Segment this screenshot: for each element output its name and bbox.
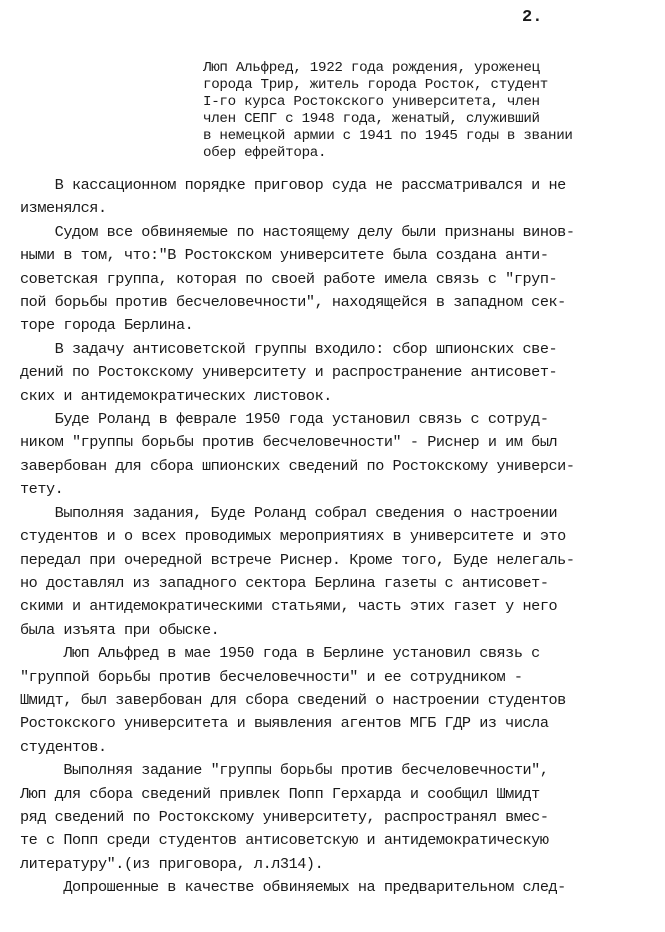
body-line: Люп Альфред в мае 1950 года в Берлине установил связь с: [20, 644, 540, 663]
defendant-info-line: член СЕПГ с 1948 года, женатый, служивший: [203, 111, 540, 127]
body-line: Люп для сбора сведений привлек Попп Герхарда и сообщил Шмидт: [20, 784, 540, 803]
body-line: ными в том, что:"В Ростокском университете была создана анти-: [20, 246, 549, 265]
body-line: Выполняя задания, Буде Роланд собрал сведения о настроении: [20, 503, 558, 522]
body-line: В задачу антисоветской группы входило: сбор шпионских све-: [20, 339, 558, 358]
body-line: ряд сведений по Ростокскому университету, распространял вмес-: [20, 807, 549, 826]
body-line: Допрошенные в качестве обвиняемых на предварительном след-: [20, 878, 566, 897]
body-line: советская группа, которая по своей работе имела связь с "груп-: [20, 269, 558, 288]
body-line: "группой борьбы против бесчеловечности" и ее сотрудником -: [20, 667, 523, 686]
body-line: литературу".(из приговора, л.л314).: [20, 854, 324, 873]
body-line: была изъята при обыске.: [20, 620, 220, 639]
body-line: Судом все обвиняемые по настоящему делу были признаны винов-: [20, 222, 575, 241]
body-line: Ростокского университета и выявления агентов МГБ ГДР из числа: [20, 714, 549, 733]
body-line: завербован для сбора шпионских сведений по Ростокскому универси-: [20, 456, 575, 475]
defendant-info-line: Люп Альфред, 1922 года рождения, уроженец: [203, 60, 540, 76]
body-line: торе города Берлина.: [20, 316, 194, 335]
body-line: студентов и о всех проводимых мероприятиях в университете и это: [20, 527, 566, 546]
body-line: скими и антидемократическими статьями, часть этих газет у него: [20, 597, 558, 616]
body-line: изменялся.: [20, 199, 107, 218]
body-line: те с Попп среди студентов антисоветскую и антидемократическую: [20, 831, 549, 850]
body-line: но доставлял из западного сектора Берлина газеты с антисовет-: [20, 573, 549, 592]
body-line: Выполняя задание "группы борьбы против бесчеловечности",: [20, 761, 549, 780]
body-line: Шмидт, был завербован для сбора сведений о настроении студентов: [20, 690, 566, 709]
defendant-info-block: [203, 60, 643, 162]
body-line: ских и антидемократических листовок.: [20, 386, 332, 405]
body-line: тету.: [20, 480, 64, 499]
body-line: дений по Ростокскому университету и распространение антисовет-: [20, 363, 558, 382]
defendant-info-line: I-го курса Ростокского университета, член: [203, 94, 540, 110]
body-line: передал при очередной встрече Риснер. Кроме того, Буде нелегаль-: [20, 550, 575, 569]
body-line: В кассационном порядке приговор суда не рассматривался и не: [20, 176, 566, 194]
body-line: Буде Роланд в феврале 1950 года установил связь с сотруд-: [20, 410, 549, 429]
document-body: [20, 174, 650, 900]
defendant-info-line: в немецкой армии с 1941 по 1945 годы в звании: [203, 128, 573, 144]
body-line: студентов.: [20, 737, 107, 756]
body-line: ником "группы борьбы против бесчеловечности" - Риснер и им был: [20, 433, 558, 452]
body-line: пой борьбы против бесчеловечности", находящейся в западном сек-: [20, 293, 566, 312]
page-number: 2.: [522, 8, 543, 27]
defendant-info-line: обер ефрейтора.: [203, 145, 327, 161]
defendant-info-line: города Трир, житель города Росток, студент: [203, 77, 548, 93]
